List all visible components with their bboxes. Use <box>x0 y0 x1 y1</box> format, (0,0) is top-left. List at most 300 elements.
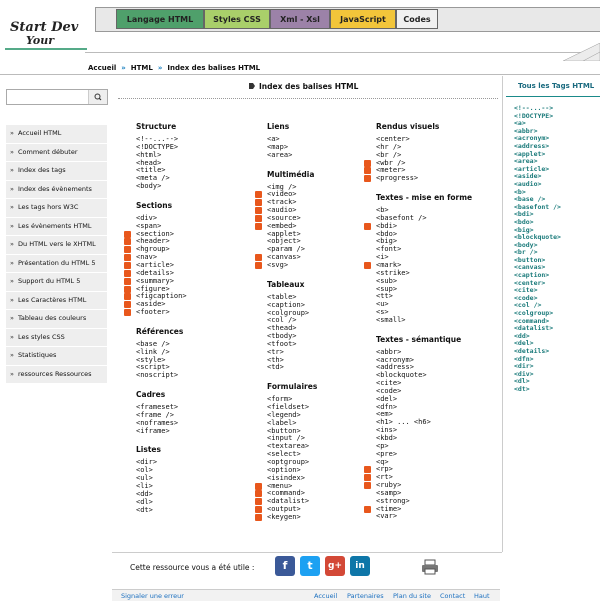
tag-label: <u> <box>376 300 389 309</box>
html5-icon <box>255 262 262 269</box>
tag-label: <dt> <box>136 505 153 514</box>
all-tags-item[interactable]: <!--...--> <box>514 104 554 112</box>
tag-label: <s> <box>376 308 389 317</box>
tag-label: <select> <box>267 450 301 459</box>
all-tags-item[interactable]: <dir> <box>514 362 534 371</box>
tag-label: <th> <box>267 355 284 364</box>
tag-label: <div> <box>136 213 158 222</box>
tag-column-2 <box>267 122 317 522</box>
tab-styles-css[interactable]: Styles CSS <box>204 9 270 29</box>
html5-icon <box>124 262 131 269</box>
sidebar-item[interactable] <box>6 144 107 163</box>
tag-label: <address> <box>376 363 414 372</box>
corner-deco-icon <box>563 43 600 61</box>
all-tags-item[interactable]: <!DOCTYPE> <box>514 111 554 120</box>
footer-link-haut[interactable]: Haut <box>474 592 490 600</box>
sidebar-item-label: Comment débuter <box>18 147 78 156</box>
tag-link[interactable] <box>267 152 317 160</box>
sidebar-item[interactable] <box>6 199 107 218</box>
sidebar-item-label: Support du HTML 5 <box>18 277 81 285</box>
html5-icon <box>364 160 371 167</box>
facebook-icon[interactable]: f <box>275 556 295 576</box>
chevron-right-icon: » <box>10 240 14 248</box>
tag-label: <q> <box>376 457 389 466</box>
chevron-right-icon: » <box>10 332 14 341</box>
section-heading: Textes - sémantique <box>376 334 462 344</box>
sidebar-item[interactable] <box>6 218 107 237</box>
tag-label: <bdo> <box>376 229 398 238</box>
tag-label: <p> <box>376 441 389 450</box>
tag-label: <br /> <box>376 150 402 159</box>
tag-label: <dl> <box>136 497 153 506</box>
html5-icon <box>255 254 262 261</box>
tag-label: <rp> <box>376 465 393 474</box>
tag-label: <cite> <box>376 379 402 388</box>
tag-label: <param /> <box>267 245 305 254</box>
breadcrumb-home[interactable]: Accueil <box>88 64 117 72</box>
breadcrumb-sep-icon: » <box>157 64 163 72</box>
all-tags-item[interactable]: <base /> <box>514 195 546 204</box>
html5-icon <box>124 254 131 261</box>
tag-label: <meta /> <box>136 174 170 183</box>
html5-icon <box>255 191 262 198</box>
all-tags-item[interactable]: <button> <box>514 255 546 264</box>
tag-link[interactable] <box>376 301 472 309</box>
tag-link[interactable] <box>136 183 187 191</box>
tag-label: <meter> <box>376 166 406 175</box>
tab-javascript[interactable]: JavaScript <box>330 9 396 29</box>
all-tags-item[interactable]: <address> <box>514 141 550 150</box>
tag-label: <aside> <box>136 300 166 309</box>
sidebar-item[interactable] <box>6 310 107 329</box>
tag-label: <rt> <box>376 473 393 482</box>
all-tags-item[interactable]: <center> <box>514 278 546 287</box>
tag-link[interactable] <box>376 435 472 443</box>
sidebar-menu <box>6 125 107 384</box>
tab-xml-xsl[interactable]: Xml - Xsl <box>270 9 330 29</box>
tag-label: <progress> <box>376 174 419 183</box>
html5-icon <box>255 490 262 497</box>
sidebar-item[interactable] <box>6 347 107 366</box>
tag-label: <area> <box>267 150 293 159</box>
html5-icon <box>364 262 371 269</box>
chevron-right-icon: » <box>10 369 14 378</box>
tag-label: <sub> <box>376 276 398 285</box>
tag-label: <output> <box>267 505 301 514</box>
tag-label: <body> <box>136 182 162 191</box>
tag-label: <code> <box>376 386 402 395</box>
all-tags-item[interactable]: <body> <box>514 240 538 249</box>
chevron-right-icon: » <box>10 277 14 285</box>
sidebar-item[interactable] <box>6 181 107 200</box>
all-tags-item[interactable]: <b> <box>514 187 526 196</box>
html5-icon <box>124 309 131 316</box>
sidebar-item-label: Les évènements HTML <box>18 221 92 230</box>
tag-link[interactable] <box>267 364 317 372</box>
header-divider <box>85 52 600 53</box>
all-tags-item[interactable]: <big> <box>514 225 534 234</box>
chevron-right-icon: » <box>10 351 14 359</box>
tag-label: <samp> <box>376 488 402 497</box>
html5-icon <box>364 474 371 481</box>
print-icon[interactable] <box>421 558 439 576</box>
tag-label: <svg> <box>267 260 289 269</box>
chevron-right-icon: » <box>10 314 14 322</box>
tag-label: <kbd> <box>376 434 398 442</box>
tag-label: <menu> <box>267 481 293 490</box>
tag-label: <video> <box>267 190 297 199</box>
tag-label: <colgroup> <box>267 308 310 317</box>
tag-label: <map> <box>267 142 289 151</box>
tag-label: <acronym> <box>376 355 414 364</box>
tag-label: <textarea> <box>267 442 310 451</box>
tag-label: <tt> <box>376 292 393 301</box>
tag-label: <command> <box>267 489 305 498</box>
chevron-right-icon: » <box>10 147 14 156</box>
sidebar-item-label: Présentation du HTML 5 <box>18 258 96 267</box>
tag-link[interactable] <box>136 428 187 436</box>
linkedin-icon[interactable]: in <box>350 556 370 576</box>
search-button[interactable] <box>88 90 107 104</box>
all-tags-item[interactable]: <bdo> <box>514 217 534 226</box>
all-tags-item[interactable]: <div> <box>514 369 534 378</box>
tag-label: <a> <box>267 135 280 143</box>
tag-label: <!--...--> <box>136 135 179 143</box>
tag-label: <img /> <box>267 182 297 191</box>
tab-langage-html[interactable]: Langage HTML <box>116 9 204 29</box>
sidebar-item[interactable] <box>6 125 107 144</box>
tag-label: <isindex> <box>267 473 305 482</box>
tag-label: <mark> <box>376 260 402 269</box>
html5-icon <box>124 301 131 308</box>
tag-label: <base /> <box>136 339 170 348</box>
section-heading: Cadres <box>136 390 166 400</box>
html5-icon <box>124 246 131 253</box>
chevron-right-icon: » <box>10 129 14 137</box>
sidebar-item-label: Accueil HTML <box>18 129 62 137</box>
tag-label: <hgroup> <box>136 245 170 254</box>
footer-link-contact[interactable]: Contact <box>440 592 466 600</box>
tag-label: <col /> <box>267 316 297 325</box>
tag-label: <noframes> <box>136 418 179 427</box>
tag-label: <strike> <box>376 268 410 277</box>
all-tags-item[interactable]: <col /> <box>514 301 542 310</box>
breadcrumb-current: Index des balises HTML <box>167 64 261 72</box>
html5-icon <box>364 175 371 182</box>
tag-label: <table> <box>267 292 297 301</box>
html5-icon <box>124 278 131 285</box>
tag-label: <label> <box>267 418 297 427</box>
all-tags-item[interactable]: <audio> <box>514 179 542 188</box>
html5-icon <box>255 498 262 505</box>
all-tags-item[interactable]: <blockquote> <box>514 233 561 242</box>
tag-label: <pre> <box>376 449 398 458</box>
sidebar-item[interactable] <box>6 236 107 255</box>
sidebar-item[interactable] <box>6 366 107 385</box>
tag-label: <dd> <box>136 489 153 498</box>
section-heading: Textes - mise en forme <box>376 193 473 203</box>
section-heading: Multimédia <box>267 169 315 179</box>
all-tags-item[interactable]: <dfn> <box>514 354 534 363</box>
tag-label: <header> <box>136 237 170 246</box>
html5-icon <box>364 482 371 489</box>
tags-icon <box>248 82 256 90</box>
html5-icon <box>124 238 131 245</box>
tag-link[interactable] <box>136 309 187 317</box>
page-title: Index des balises HTML <box>259 82 359 91</box>
tag-label: <ruby> <box>376 481 402 490</box>
tag-label: <track> <box>267 198 297 207</box>
tag-label: <figure> <box>136 284 170 293</box>
tag-label: <basefont /> <box>376 213 427 222</box>
all-tags-item[interactable]: <code> <box>514 293 538 302</box>
twitter-icon[interactable]: t <box>300 556 320 576</box>
section-heading: Références <box>136 326 184 336</box>
search-icon <box>89 90 107 104</box>
sidebar-item-label: Tableau des couleurs <box>18 314 87 322</box>
tag-label: <iframe> <box>136 426 170 435</box>
tag-label: <dfn> <box>376 402 398 411</box>
tag-label: <li> <box>136 482 153 490</box>
tag-label: <!DOCTYPE> <box>136 142 179 151</box>
sidebar-item[interactable] <box>6 329 107 348</box>
tag-label: <tfoot> <box>267 339 297 348</box>
html5-icon <box>255 215 262 222</box>
all-tags-item[interactable]: <canvas> <box>514 263 546 272</box>
html5-icon <box>255 483 262 490</box>
tag-label: <noscript> <box>136 371 179 380</box>
all-tags-item[interactable]: <basefont /> <box>514 202 561 211</box>
all-tags-item[interactable]: <colgroup> <box>514 309 554 318</box>
tag-label: <link /> <box>136 347 170 356</box>
tag-label: <legend> <box>267 410 301 419</box>
all-tags-item[interactable]: <area> <box>514 157 538 166</box>
all-tags-list <box>514 105 561 394</box>
sidebar-item-label: Du HTML vers le XHTML <box>18 240 96 248</box>
tag-label: <applet> <box>267 229 301 238</box>
tag-label: <frame /> <box>136 410 174 419</box>
tag-link[interactable] <box>136 507 187 515</box>
top-nav <box>95 7 600 32</box>
chevron-right-icon: » <box>10 258 14 267</box>
html5-icon <box>255 506 262 513</box>
tag-label: <html> <box>136 150 162 159</box>
tag-column-3 <box>376 122 472 521</box>
tag-label: <audio> <box>267 206 297 215</box>
tag-label: <ul> <box>136 474 153 483</box>
tag-label: <style> <box>136 355 166 364</box>
tag-label: <frameset> <box>136 403 179 412</box>
chevron-right-icon: » <box>10 203 14 211</box>
sidebar-item[interactable] <box>6 162 107 181</box>
all-tags-item[interactable]: <article> <box>514 164 550 173</box>
html5-icon <box>364 466 371 473</box>
tag-label: <small> <box>376 315 406 324</box>
html5-icon <box>364 167 371 174</box>
tag-label: <thead> <box>267 324 297 333</box>
sidebar-item-label: Les Caractères HTML <box>18 295 87 304</box>
tag-label: <caption> <box>267 300 305 309</box>
logo-underline <box>5 48 87 50</box>
tag-label: <sup> <box>376 284 398 293</box>
tag-label: <bdi> <box>376 221 398 230</box>
tag-label: <object> <box>267 237 301 246</box>
sidebar-item[interactable] <box>6 292 107 311</box>
section-heading: Tableaux <box>267 279 305 289</box>
all-tags-item[interactable]: <details> <box>514 347 550 355</box>
tag-label: <hr /> <box>376 142 402 151</box>
tag-label: <time> <box>376 504 402 513</box>
all-tags-item[interactable]: <acronym> <box>514 134 550 143</box>
tag-label: <canvas> <box>267 253 301 262</box>
section-heading: Rendus visuels <box>376 122 440 131</box>
all-tags-item[interactable]: <dl> <box>514 377 530 386</box>
sidebar-item-label: Les styles CSS <box>18 332 65 341</box>
tag-label: <embed> <box>267 221 297 230</box>
tag-label: <abbr> <box>376 347 402 356</box>
tag-label: <fieldset> <box>267 403 310 412</box>
all-tags-item[interactable]: <dt> <box>514 384 530 393</box>
tag-label: <button> <box>267 426 301 435</box>
site-logo[interactable] <box>4 18 92 54</box>
title-divider <box>118 98 498 99</box>
all-tags-item[interactable]: <caption> <box>514 271 550 280</box>
tag-label: <blockquote> <box>376 371 427 380</box>
all-tags-item[interactable]: <abbr> <box>514 126 538 135</box>
tag-label: <details> <box>136 268 174 277</box>
tag-label: <strong> <box>376 496 410 505</box>
tag-link[interactable] <box>376 317 472 325</box>
footer-link-partenaires[interactable]: Partenaires <box>347 592 384 600</box>
breadcrumb-sep-icon: » <box>121 64 126 72</box>
tag-label: <dir> <box>136 458 158 467</box>
all-tags-item[interactable]: <dd> <box>514 331 530 340</box>
tag-label: <ol> <box>136 466 153 475</box>
tag-label: <source> <box>267 213 301 222</box>
section-heading: Listes <box>136 445 161 455</box>
google-plus-icon[interactable]: g+ <box>325 556 345 576</box>
html5-icon <box>364 506 371 513</box>
footer-link-accueil[interactable]: Accueil <box>314 592 338 600</box>
all-tags-title: Tous les Tags HTML <box>518 82 595 90</box>
tag-link[interactable] <box>267 514 317 522</box>
html5-icon <box>255 514 262 521</box>
tag-link[interactable] <box>376 175 472 183</box>
tag-link[interactable] <box>376 513 472 521</box>
tag-link[interactable] <box>376 246 472 254</box>
all-tags-item[interactable]: <command> <box>514 316 550 325</box>
tag-label: <em> <box>376 410 393 419</box>
sidebar-item-label: Statistiques <box>18 351 57 359</box>
html5-icon <box>124 286 131 293</box>
tag-label: <optgroup> <box>267 458 310 466</box>
tag-column-1 <box>136 122 187 514</box>
tag-label: <span> <box>136 221 162 230</box>
all-tags-item[interactable]: <applet> <box>514 149 546 158</box>
sidebar-item-label: Index des tags <box>18 166 66 174</box>
section-heading: Structure <box>136 122 177 131</box>
tag-label: <h1> ... <h6> <box>376 418 431 427</box>
tag-label: <tr> <box>267 347 284 356</box>
chevron-right-icon: » <box>10 166 14 174</box>
sidebar-item[interactable] <box>6 273 107 292</box>
html5-icon <box>255 199 262 206</box>
tag-label: <ins> <box>376 426 398 435</box>
all-tags-item[interactable]: <bdi> <box>514 210 534 219</box>
tag-label: <i> <box>376 253 389 262</box>
all-tags-item[interactable]: <datalist> <box>514 324 554 333</box>
tag-label: <big> <box>376 237 398 246</box>
section-heading: Formulaires <box>267 382 318 392</box>
tag-label: <head> <box>136 158 162 167</box>
tag-label: <var> <box>376 512 398 521</box>
tag-label: <article> <box>136 260 174 269</box>
html5-icon <box>255 207 262 214</box>
tab-codes[interactable]: Codes <box>396 9 438 29</box>
footer-link-plan[interactable]: Plan du site <box>393 592 431 600</box>
tag-label: <td> <box>267 363 284 372</box>
logo-line2: Your <box>26 34 55 47</box>
breadcrumb-html[interactable]: HTML <box>130 64 153 72</box>
sidebar-item[interactable] <box>6 255 107 274</box>
tag-link[interactable] <box>376 293 472 301</box>
tag-label: <title> <box>136 166 166 175</box>
all-tags-item[interactable]: <del> <box>514 339 534 348</box>
tag-label: <section> <box>136 229 174 238</box>
report-error-link[interactable]: Signaler une erreur <box>121 592 184 600</box>
html5-icon <box>124 270 131 277</box>
tag-link[interactable] <box>136 372 187 380</box>
tag-label: <figcaption> <box>136 292 187 301</box>
chevron-right-icon: » <box>10 295 14 304</box>
html5-icon <box>364 223 371 230</box>
all-tags-item[interactable]: <cite> <box>514 286 538 295</box>
tag-label: <tbody> <box>267 332 297 341</box>
tag-label: <footer> <box>136 308 170 317</box>
chevron-right-icon: » <box>10 221 14 230</box>
logo-line1: Start Dev <box>10 20 79 35</box>
all-tags-item[interactable]: <br /> <box>514 248 538 257</box>
tag-link[interactable] <box>376 451 472 459</box>
html5-icon <box>255 223 262 230</box>
sidebar-item-label: Les tags hors W3C <box>18 203 79 211</box>
tag-label: <input /> <box>267 434 305 443</box>
tag-label: <datalist> <box>267 497 310 506</box>
section-heading: Sections <box>136 200 173 210</box>
share-text: Cette ressource vous a été utile : <box>130 563 255 572</box>
tag-label: <wbr /> <box>376 158 406 167</box>
tag-label: <option> <box>267 465 301 474</box>
tag-label: <del> <box>376 394 398 403</box>
section-heading: Liens <box>267 122 290 131</box>
sidebar-item-label: ressources Ressources <box>18 369 92 378</box>
tag-link[interactable] <box>267 262 317 270</box>
tag-label: <form> <box>267 395 293 404</box>
all-tags-item[interactable]: <aside> <box>514 172 542 181</box>
breadcrumb <box>88 64 260 72</box>
html5-icon <box>124 293 131 300</box>
search-input[interactable] <box>6 89 108 105</box>
tag-label: <summary> <box>136 276 174 285</box>
tag-label: <center> <box>376 135 410 143</box>
sidebar-item-label: Index des évènements <box>18 184 92 193</box>
all-tags-item[interactable]: <a> <box>514 119 526 128</box>
tag-label: <keygen> <box>267 512 301 521</box>
chevron-right-icon: » <box>10 184 14 193</box>
tag-label: <b> <box>376 206 389 215</box>
html5-icon <box>124 231 131 238</box>
tag-label: <script> <box>136 363 170 372</box>
